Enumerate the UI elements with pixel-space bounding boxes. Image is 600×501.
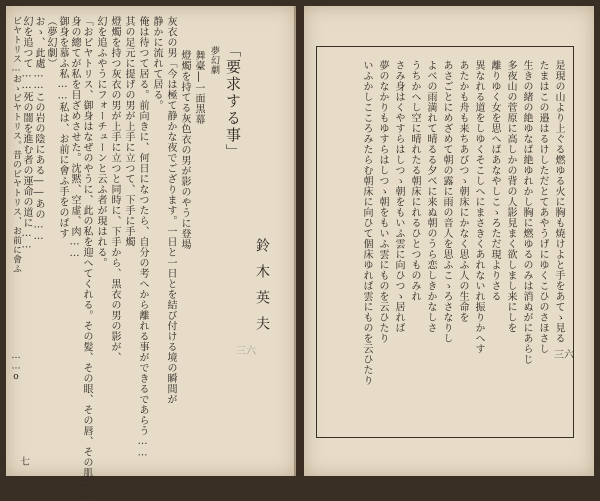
text-line-1: 燈燭を持てる灰色衣の男が影のやうに登場	[179, 50, 190, 250]
text-line-11: （夢幻劇）	[45, 16, 56, 69]
ghost-page-number: 三六	[236, 346, 256, 357]
poem-line-3: 生きの緒の絶ゆなば絶ゆれかし胸に燃ゆるのみは消ぬがにあらじ	[521, 60, 532, 365]
text-line-7: 幻を追ふやうにフォーチューンと云ふ者が現はれる。	[95, 16, 106, 268]
text-line-4: 俺は待つて居る。前向きに、何日になつたら、自分の考へから離れる事ができるであらう……	[137, 16, 148, 459]
text-line-15: ……o	[11, 351, 21, 383]
poem-line-2: たまはこの邉はるけしただとてあやうげにゆくこひのさほさし	[537, 60, 548, 354]
text-line-5: 其の足元に提げの男が上手に立つて、下手に手燭	[123, 16, 134, 247]
poem-line-5: 離りゆく女を思へばあなやしこゝろただ現よりさる	[489, 60, 500, 302]
stage-direction: 舞臺|一面黒幕	[193, 50, 204, 125]
text-line-9: 身の總てが私を目ざめさせた。沈黙、空虚、肉……	[69, 16, 80, 260]
text-line-14: ビヤトリス…おゝビヤトリス。昔のビヤトリス、お前に會ふ	[11, 16, 21, 274]
poem-line-12: 夢のなかりもゆすらはしつゝ朝をもいふ雲にものを云ひたり	[377, 60, 388, 344]
poem-line-1: 是現の山より上ぐる燃ゆる火に胸も焼けよと手をあてゝ見る	[553, 60, 564, 344]
text-line-10: 御身を慕ふ私……私は、お前に會ふ手をのばす	[57, 16, 68, 239]
poem-line-10: うちかへし空に晴れたる朝床にれるひとつものみれ	[409, 60, 420, 302]
text-line-6: 燈燭を持つ灰衣の男が上手に立つと同時に、下手から、黒衣の男の影が、	[109, 16, 120, 363]
poem-line-9: よべの雨満れて晴るる夕べに来ぬ朝のうら恋しきかなしさ	[425, 60, 436, 333]
poem-line-8: あさごとにめざめて朝の露に雨の音人を思ふこゝろさなりし	[441, 60, 452, 344]
text-line-8: 「おビヤトリス、御身はなぜのやうに、此の私を迎へてくれる。その髪、その眼、その唇、その肌……	[81, 16, 92, 501]
text-line-2: 灰衣の男「今は極て静かな夜でござります。一日と一日とを結び付ける境の瞬間が	[165, 16, 176, 405]
text-line-12: おゝ、此處……この岩の陰にある――あの……	[33, 16, 44, 243]
right-page	[304, 6, 594, 476]
play-title: 「要求する事」	[224, 42, 242, 161]
left-page	[6, 6, 296, 501]
author-name: 鈴木英夫	[254, 238, 270, 342]
poem-line-7: あたかも舟も来ちあびつゝ朝床にかなく思ふ人の生命を	[457, 60, 468, 323]
poem-line-13: いふかしこころみたらむ朝床に向ひて個床ゆれば雲にものを云ひたり	[361, 60, 372, 386]
play-subtitle: 夢幻劇	[209, 46, 219, 75]
text-line-3: 静かに流れて居る。	[151, 16, 162, 111]
poem-line-11: さみ身はくやすらはしつゝ朝をもいふ雲に向ひつゝ居れば	[393, 60, 404, 333]
poem-line-6: 異なれる道をしゆくそこしへにまさきくあれないれ振りかへす	[473, 60, 484, 354]
text-line-13: 幻を追つて……死の闇を進む者の運命の道に……	[21, 16, 32, 251]
right-page-number: 三六	[554, 350, 574, 361]
left-page-number: 七	[20, 457, 30, 468]
poem-line-4: 多夜山の菅原に高しかの背の人影見まく欲しまし来にしを	[505, 60, 516, 333]
